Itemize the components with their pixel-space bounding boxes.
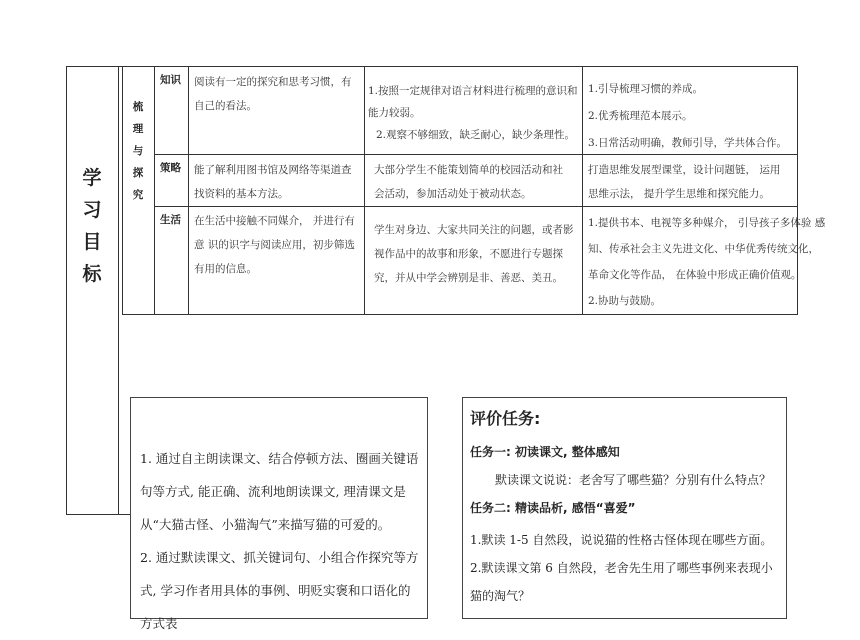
col2-divider	[582, 66, 583, 314]
row1-col3-item: 3.日常活动明确，教师引导，学共体合作。	[588, 137, 788, 149]
goal-item: 2. 通过默读课文、抓关键词句、小组合作探究等方式, 学习作者用具体的事例、明贬实褒和口语化的方式表	[140, 550, 419, 631]
row3-bottom	[122, 314, 798, 315]
outer-column-divider	[118, 66, 119, 514]
eval-title: 评价任务:	[470, 409, 541, 428]
row1-col3-item: 1.引导梳理习惯的养成。	[588, 83, 704, 95]
learning-goals-box	[130, 397, 428, 631]
row-label-strategy: 策略	[160, 162, 181, 174]
row1-col1: 阅读有一定的探究和思考习惯，有自己的看法。	[194, 76, 352, 112]
inner-left-border	[122, 66, 123, 314]
row-label-knowledge: 知识	[160, 74, 181, 86]
row3-col2: 学生对身边、大家共同关注的问题，或者影 视作品中的故事和形象，不愿进行专题探 究，并从中学会辨别是非、善恶、美丑。	[374, 224, 574, 284]
table-bottom-border-left	[66, 514, 130, 515]
row3-col3	[588, 210, 826, 312]
row1-col2-item: 1.按照一定规律对语言材料进行梳理的意识和能力较弱。	[368, 85, 578, 119]
row3-col3-item: 2.协助与鼓励。	[588, 295, 662, 307]
group-label: 梳 理 与 探 究	[132, 101, 144, 201]
row1-col3	[588, 76, 796, 157]
col1-divider	[364, 66, 365, 314]
row1-col3-item: 2.优秀梳理范本展示。	[588, 110, 693, 122]
goals-list	[131, 398, 427, 640]
row1-col2	[368, 80, 578, 146]
table-left-border	[66, 66, 67, 514]
task2-item: 1.默读 1-5 自然段，说说猫的性格古怪体现在哪些方面。	[470, 533, 773, 547]
row2-col2: 大部分学生不能策划简单的校园活动和社会活动，参加活动处于被动状态。	[374, 164, 563, 200]
task2-list	[470, 526, 780, 610]
row2-col1: 能了解利用图书馆及网络等渠道查 找资料的基本方法。	[194, 164, 352, 200]
group-divider	[154, 66, 155, 314]
row2-bottom	[154, 206, 798, 207]
task2-item: 2.默读课文第 6 自然段，老舍先生用了哪些事例来表现小猫的淘气？	[470, 561, 773, 603]
row3-col3-item: 1.提供书本、电视等多种媒介， 引导孩子多体验 感知、传承社会主义先进文化、中华优秀传统文化， 革命文化等作品， 在体验中形成正确价值观。	[588, 217, 826, 281]
table-top-border	[66, 66, 798, 67]
label-divider	[188, 66, 189, 314]
row-label-life: 生活	[160, 214, 181, 226]
task2-heading: 任务二: 精读品析, 感悟“喜爱”	[470, 501, 636, 515]
row2-col3-text: 打造思维发展型课堂，设计问题链， 运用思维示法， 提升学生思维和探究能力。	[588, 164, 781, 200]
learning-goal-label: 学 习 目 标	[82, 167, 102, 285]
task1-heading: 任务一: 初读课文, 整体感知	[470, 445, 620, 459]
row3-col1: 在生活中接触不同媒介， 并进行有意 识的识字与阅读应用，初步筛选有用的信息。	[194, 215, 355, 275]
goal-item: 1. 通过自主朗读课文、结合停顿方法、圈画关键语句等方式, 能正确、流利地朗读课文, 理清课文是从“大猫古怪、小猫淘气”来描写猫的可爱的。	[140, 451, 419, 532]
task1-text: 默读课文说说：老舍写了哪些猫？分别有什么特点？	[495, 473, 772, 487]
evaluation-tasks-box	[462, 397, 787, 619]
row1-col2-item: 2.观察不够细致，缺乏耐心，缺少条理性。	[376, 129, 576, 141]
